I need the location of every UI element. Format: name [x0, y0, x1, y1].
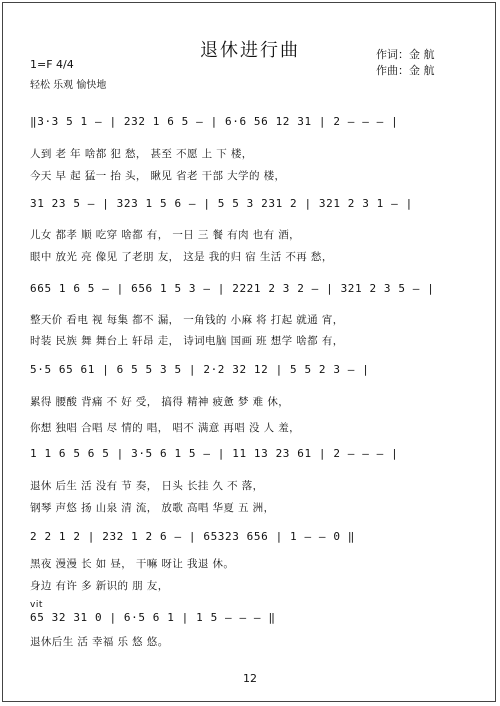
- tempo-marking: 轻松 乐观 愉快地: [30, 80, 107, 91]
- lyric-line-2b: 眼中 放光 亮 像见 了老朋 友， 这是 我的归 宿 生活 不再 愁，: [30, 251, 333, 263]
- lyric-line-6a: 黑夜 漫漫 长 如 昼， 干嘛 呀让 我退 休。: [30, 558, 235, 570]
- page-number: 12: [243, 672, 257, 685]
- lyric-line-5b: 钢琴 声悠 扬 山泉 清 流， 放歌 高唱 华夏 五 洲，: [30, 502, 275, 514]
- lyric-line-3b: 时装 民族 舞 舞台上 轩昂 走， 诗词电脑 国画 班 想学 啥都 有，: [30, 335, 344, 347]
- lyricist-credit: 作词：金 航: [376, 48, 435, 61]
- song-title: 退休进行曲: [200, 40, 300, 61]
- lyric-line-4a: 累得 腰酸 背痛 不 好 受， 搞得 精神 疲惫 梦 难 休，: [30, 396, 290, 408]
- page-frame: [2, 2, 496, 702]
- lyric-line-4b: 你想 独唱 合唱 尽 情的 唱， 唱不 满意 再唱 没 人 羞，: [30, 422, 301, 434]
- vit-marking: vit: [30, 600, 43, 610]
- lyric-line-2a: 儿女 都孝 顺 吃穿 啥都 有， 一日 三 餐 有肉 也有 酒，: [30, 229, 301, 241]
- notation-line-5: 1 1 6 5 6 5 | 3·5 6 1 5 — | 11 13 23 61 | 2 — — — |: [30, 447, 399, 460]
- notation-line-3: 665 1 6 5 — | 656 1 5 3 — | 2221 2 3 2 — | 321 2 3 5 — |: [30, 282, 435, 295]
- notation-line-6: 2 2 1 2 | 232 1 2 6 — | 65323 656 | 1 — — 0 ‖: [30, 530, 356, 543]
- notation-line-1: ‖3·3 5 1 — | 232 1 6 5 — | 6·6 56 12 31 | 2 — — — |: [30, 115, 399, 128]
- notation-line-7: 65 32 31 0 | 6·5 6 1 | 1 5 — — — ‖: [30, 611, 276, 624]
- composer-credit: 作曲：金 航: [376, 64, 435, 77]
- notation-line-2: 31 23 5 — | 323 1 5 6 — | 5 5 3 231 2 | 321 2 3 1 — |: [30, 197, 413, 210]
- lyric-line-1b: 今天 早 起 猛一 抬 头， 瞅见 省老 干部 大学的 楼，: [30, 170, 286, 182]
- key-signature: 1=F 4/4: [30, 58, 74, 71]
- lyric-line-3a: 整天价 看电 视 每集 都不 漏， 一角钱的 小麻 将 打起 就通 宵，: [30, 314, 344, 326]
- lyric-line-6b: 身边 有许 多 新识的 朋 友，: [30, 580, 169, 592]
- lyric-line-7a: 退休后生 活 幸福 乐 悠 悠。: [30, 636, 169, 648]
- lyric-line-5a: 退休 后生 活 没有 节 奏， 日头 长挂 久 不 落，: [30, 480, 264, 492]
- lyric-line-1a: 人到 老 年 啥都 犯 愁， 甚至 不愿 上 下 楼，: [30, 148, 253, 160]
- notation-line-4: 5·5 65 61 | 6 5 5 3 5 | 2·2 32 12 | 5 5 2 3 — |: [30, 363, 370, 376]
